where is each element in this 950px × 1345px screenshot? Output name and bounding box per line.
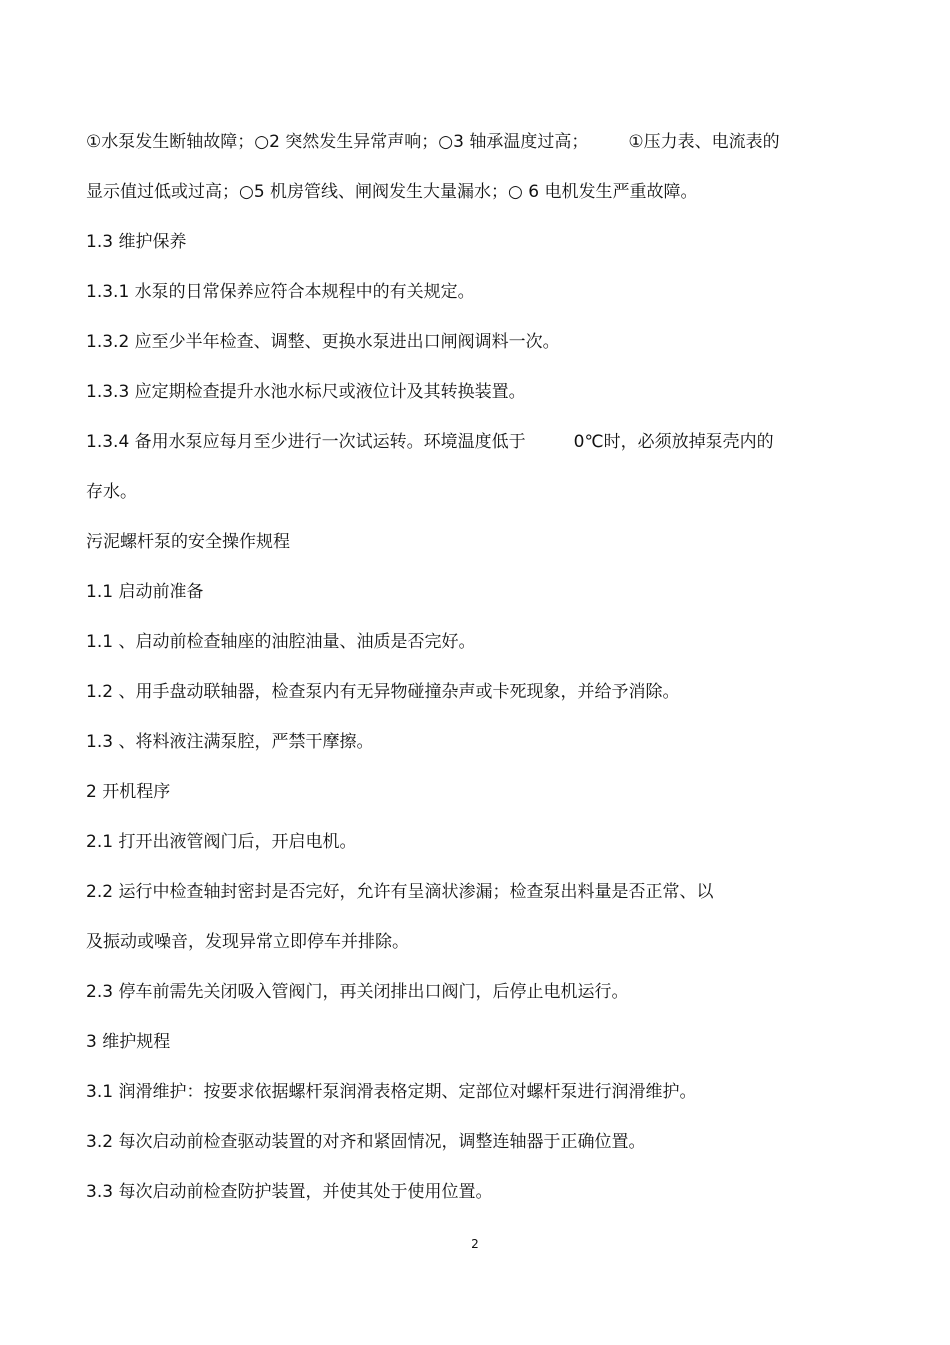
section-heading-preparation: 1.1 启动前准备 (86, 582, 204, 602)
paragraph-3-2: 3.2 每次启动前检查驱动装置的对齐和紧固情况，调整连轴器于正确位置。 (86, 1132, 646, 1152)
page-number: 2 (471, 1237, 479, 1251)
fault-list-part-2: ①压力表、电流表的 (628, 132, 780, 152)
paragraph-1-3-3: 1.3.3 应定期检查提升水池水标尺或液位计及其转换装置。 (86, 382, 526, 402)
paragraph-1-3-4 (86, 431, 774, 453)
section-heading-maintenance-procedure: 3 维护规程 (86, 1032, 171, 1052)
fault-list-line-2: 显示值过低或过高；○5 机房管线、闸阀发生大量漏水；○ 6 电机发生严重故障。 (86, 182, 698, 202)
paragraph-1-3-2: 1.3.2 应至少半年检查、调整、更换水泵进出口闸阀调料一次。 (86, 332, 560, 352)
paragraph-1-3-1: 1.3.1 水泵的日常保养应符合本规程中的有关规定。 (86, 282, 475, 302)
paragraph-1-2: 1.2 、用手盘动联轴器，检查泵内有无异物碰撞杂声或卡死现象，并给予消除。 (86, 682, 680, 702)
fault-list-part-1: ①水泵发生断轴故障；○2 突然发生异常声响；○3 轴承温度过高； (86, 132, 589, 152)
paragraph-2-2-continuation: 及振动或噪音，发现异常立即停车并排除。 (86, 932, 409, 952)
paragraph-2-3: 2.3 停车前需先关闭吸入管阀门，再关闭排出口阀门，后停止电机运行。 (86, 982, 629, 1002)
paragraph-2-2: 2.2 运行中检查轴封密封是否完好，允许有呈滴状渗漏；检查泵出料量是否正常、以 (86, 882, 714, 902)
paragraph-3-3: 3.3 每次启动前检查防护装置，并使其处于使用位置。 (86, 1182, 493, 1202)
paragraph-1-1: 1.1 、启动前检查轴座的油腔油量、油质是否完好。 (86, 632, 476, 652)
document-title-sludge-pump: 污泥螺杆泵的安全操作规程 (86, 532, 290, 552)
paragraph-1-3-4-part-2: 0℃时，必须放掉泵壳内的 (573, 432, 774, 452)
paragraph-1-3-4-continuation: 存水。 (86, 482, 137, 502)
paragraph-2-1: 2.1 打开出液管阀门后，开启电机。 (86, 832, 357, 852)
fault-list-line-1 (86, 131, 780, 153)
section-heading-maintenance: 1.3 维护保养 (86, 232, 187, 252)
paragraph-1-3-4-part-1: 1.3.4 备用水泵应每月至少进行一次试运转。环境温度低于 (86, 432, 526, 452)
section-heading-startup: 2 开机程序 (86, 782, 171, 802)
paragraph-3-1: 3.1 润滑维护：按要求依据螺杆泵润滑表格定期、定部位对螺杆泵进行润滑维护。 (86, 1082, 697, 1102)
paragraph-1-3: 1.3 、将料液注满泵腔，严禁干摩擦。 (86, 732, 374, 752)
